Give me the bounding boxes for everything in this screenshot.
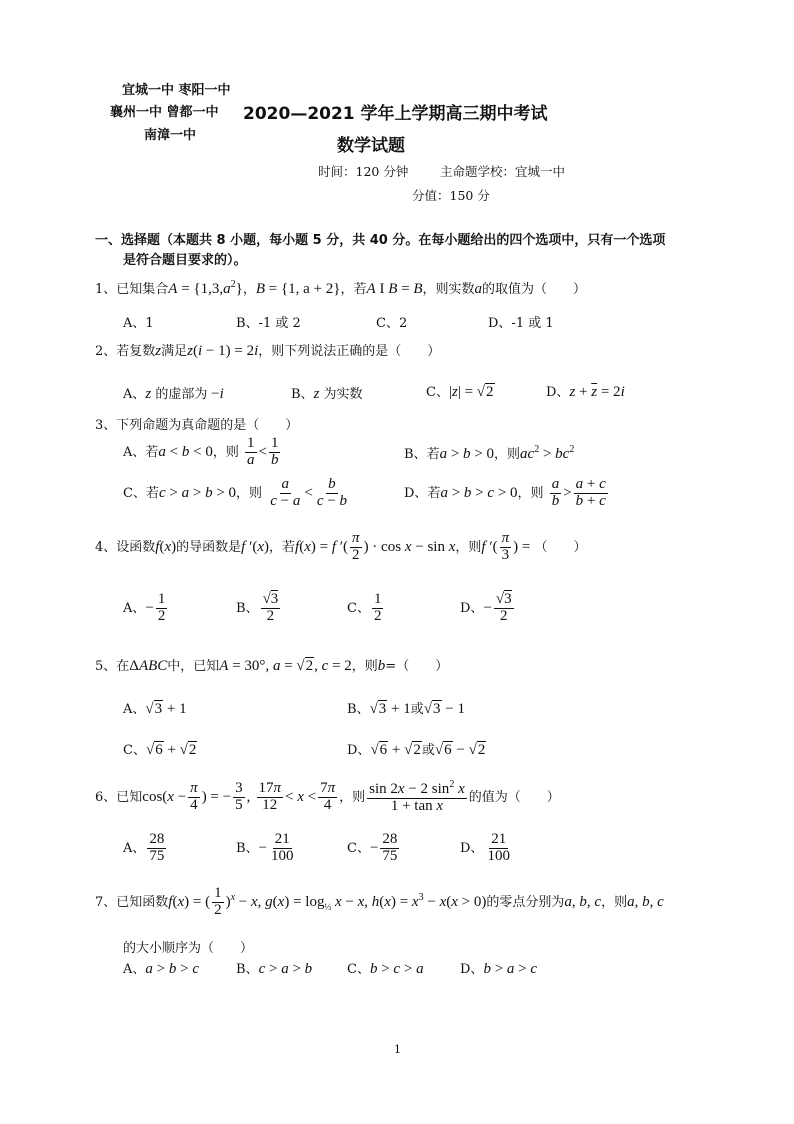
question-2-option-b: B、z 为实数 xyxy=(291,386,363,402)
question-5-option-d: D、√6 + √2或√6 − √2 xyxy=(347,742,486,758)
section-heading-line2: 是符合题目要求的）。 xyxy=(123,253,247,268)
question-7-option-b: B、c > a > b xyxy=(236,961,313,977)
question-1-stem: 1、已知集合$A = \{1,3,a^2\}$，B = {1, a + 2}，若A I B = B，则实数a的取值为（ ） xyxy=(95,279,587,297)
host-school: 主命题学校：宜城一中 xyxy=(440,164,566,179)
question-3-option-a: A、若a < b < 0，则 $\frac{1}{a}$ < $\frac{1}{b}$ xyxy=(123,435,279,468)
question-4-stem: 4、设函数f(x)的导函数是f ′(x)，若f(x) = f ′( $\frac{\pi}{2}$ ) · cos x − sin x，则f ′( $\frac{\pi}{3}$ ) = （ ） xyxy=(95,530,587,563)
question-6-option-a: A、 $\frac{28}{75}$ xyxy=(123,831,165,864)
exam-subtitle: 数学试题 xyxy=(337,136,405,156)
question-2-stem: 2、若复数z满足z(i − 1) = 2i，则下列说法正确的是（ ） xyxy=(95,343,441,359)
question-6-stem: 6、已知cos(x − $\frac{\pi}{4}$ ) = − $\frac{3}{5}$ , $\frac{17\pi}{12}$ < x < $\frac{7\pi}{4}$ ，则 $\frac{\sin 2x - 2 \sin^2 x}{\text{1 + tan x}}$ 的值为（ ） xyxy=(95,779,560,814)
exam-time: 时间：120 分钟 xyxy=(318,164,409,179)
question-3-stem: 3、下列命题为真命题的是（ ） xyxy=(95,418,299,433)
question-5-stem: 5、在ΔABC中，已知A = 30°, a = √2, c = 2，则b=（ ） xyxy=(95,658,449,674)
schools-row-3: 南漳一中 xyxy=(144,128,197,143)
question-5-option-c: C、√6 + √2 xyxy=(123,742,197,758)
question-6-option-b: B、− $\frac{21}{100}$ xyxy=(236,831,294,864)
page-number: 1 xyxy=(394,1043,401,1056)
question-4-option-b: B、 $\frac{√3}{2}$ xyxy=(236,591,279,624)
question-3-option-b: B、若a > b > 0，则$ac^2 > bc^2$ xyxy=(404,444,575,462)
question-5-option-a: A、√3 + 1 xyxy=(123,701,187,717)
question-7-option-d: D、b > a > c xyxy=(460,961,538,977)
question-7-stem-line2: 的大小顺序为（ ） xyxy=(123,941,254,956)
question-2-option-c: C、|z| = √2 xyxy=(426,384,494,400)
question-7-stem: 7、已知函数f(x) = ( $\frac{1}{2}$ )$^x$ − x, $g(x) = \log_{\frac{1}{3}} x - x$, $h(x) = x^3 - x(x > 0)$的零点分别为a, b, c，则a, b, c xyxy=(95,885,664,918)
question-7-option-c: C、b > c > a xyxy=(347,961,424,977)
schools-row-1: 宜城一中 枣阳一中 xyxy=(122,83,231,98)
question-1-option-b: B、-1 或 2 xyxy=(236,316,301,331)
schools-row-2: 襄州一中 曾都一中 xyxy=(110,105,219,120)
question-5-option-b: B、√3 + 1或√3 − 1 xyxy=(347,701,465,717)
question-4-option-a: A、− $\frac{1}{2}$ xyxy=(123,591,166,624)
question-6-option-d: D、 $\frac{21}{100}$ xyxy=(460,831,510,864)
question-6-option-c: C、− $\frac{28}{75}$ xyxy=(347,831,398,864)
section-heading-line1: 一、选择题（本题共 8 小题，每小题 5 分，共 40 分。在每小题给出的四个选项中，只有一个选项 xyxy=(95,233,666,248)
question-1-option-a: A、1 xyxy=(123,316,154,331)
question-7-option-a: A、a > b > c xyxy=(123,961,199,977)
question-4-option-d: D、− $\frac{√3}{2}$ xyxy=(460,591,512,624)
question-1-option-c: C、2 xyxy=(376,316,408,331)
exam-title: 2020—2021 学年上学期高三期中考试 xyxy=(243,104,548,124)
exam-score: 分值：150 分 xyxy=(412,188,490,203)
question-3-option-d: D、若a > b > c > 0，则 $\frac{a}{b}$ > $\frac{a + c}{b + c}$ xyxy=(404,476,606,509)
question-4-option-c: C、 $\frac{1}{2}$ xyxy=(347,591,382,624)
question-3-option-c: C、若c > a > b > 0，则 $\frac{a}{c - a}$ < $\frac{b}{c - b}$ xyxy=(123,476,347,509)
question-1-option-d: D、-1 或 1 xyxy=(488,316,554,331)
question-2-option-a: A、z 的虚部为 −i xyxy=(123,386,224,402)
question-2-option-d: D、$z + \overline{z} = 2i$ xyxy=(546,384,625,400)
